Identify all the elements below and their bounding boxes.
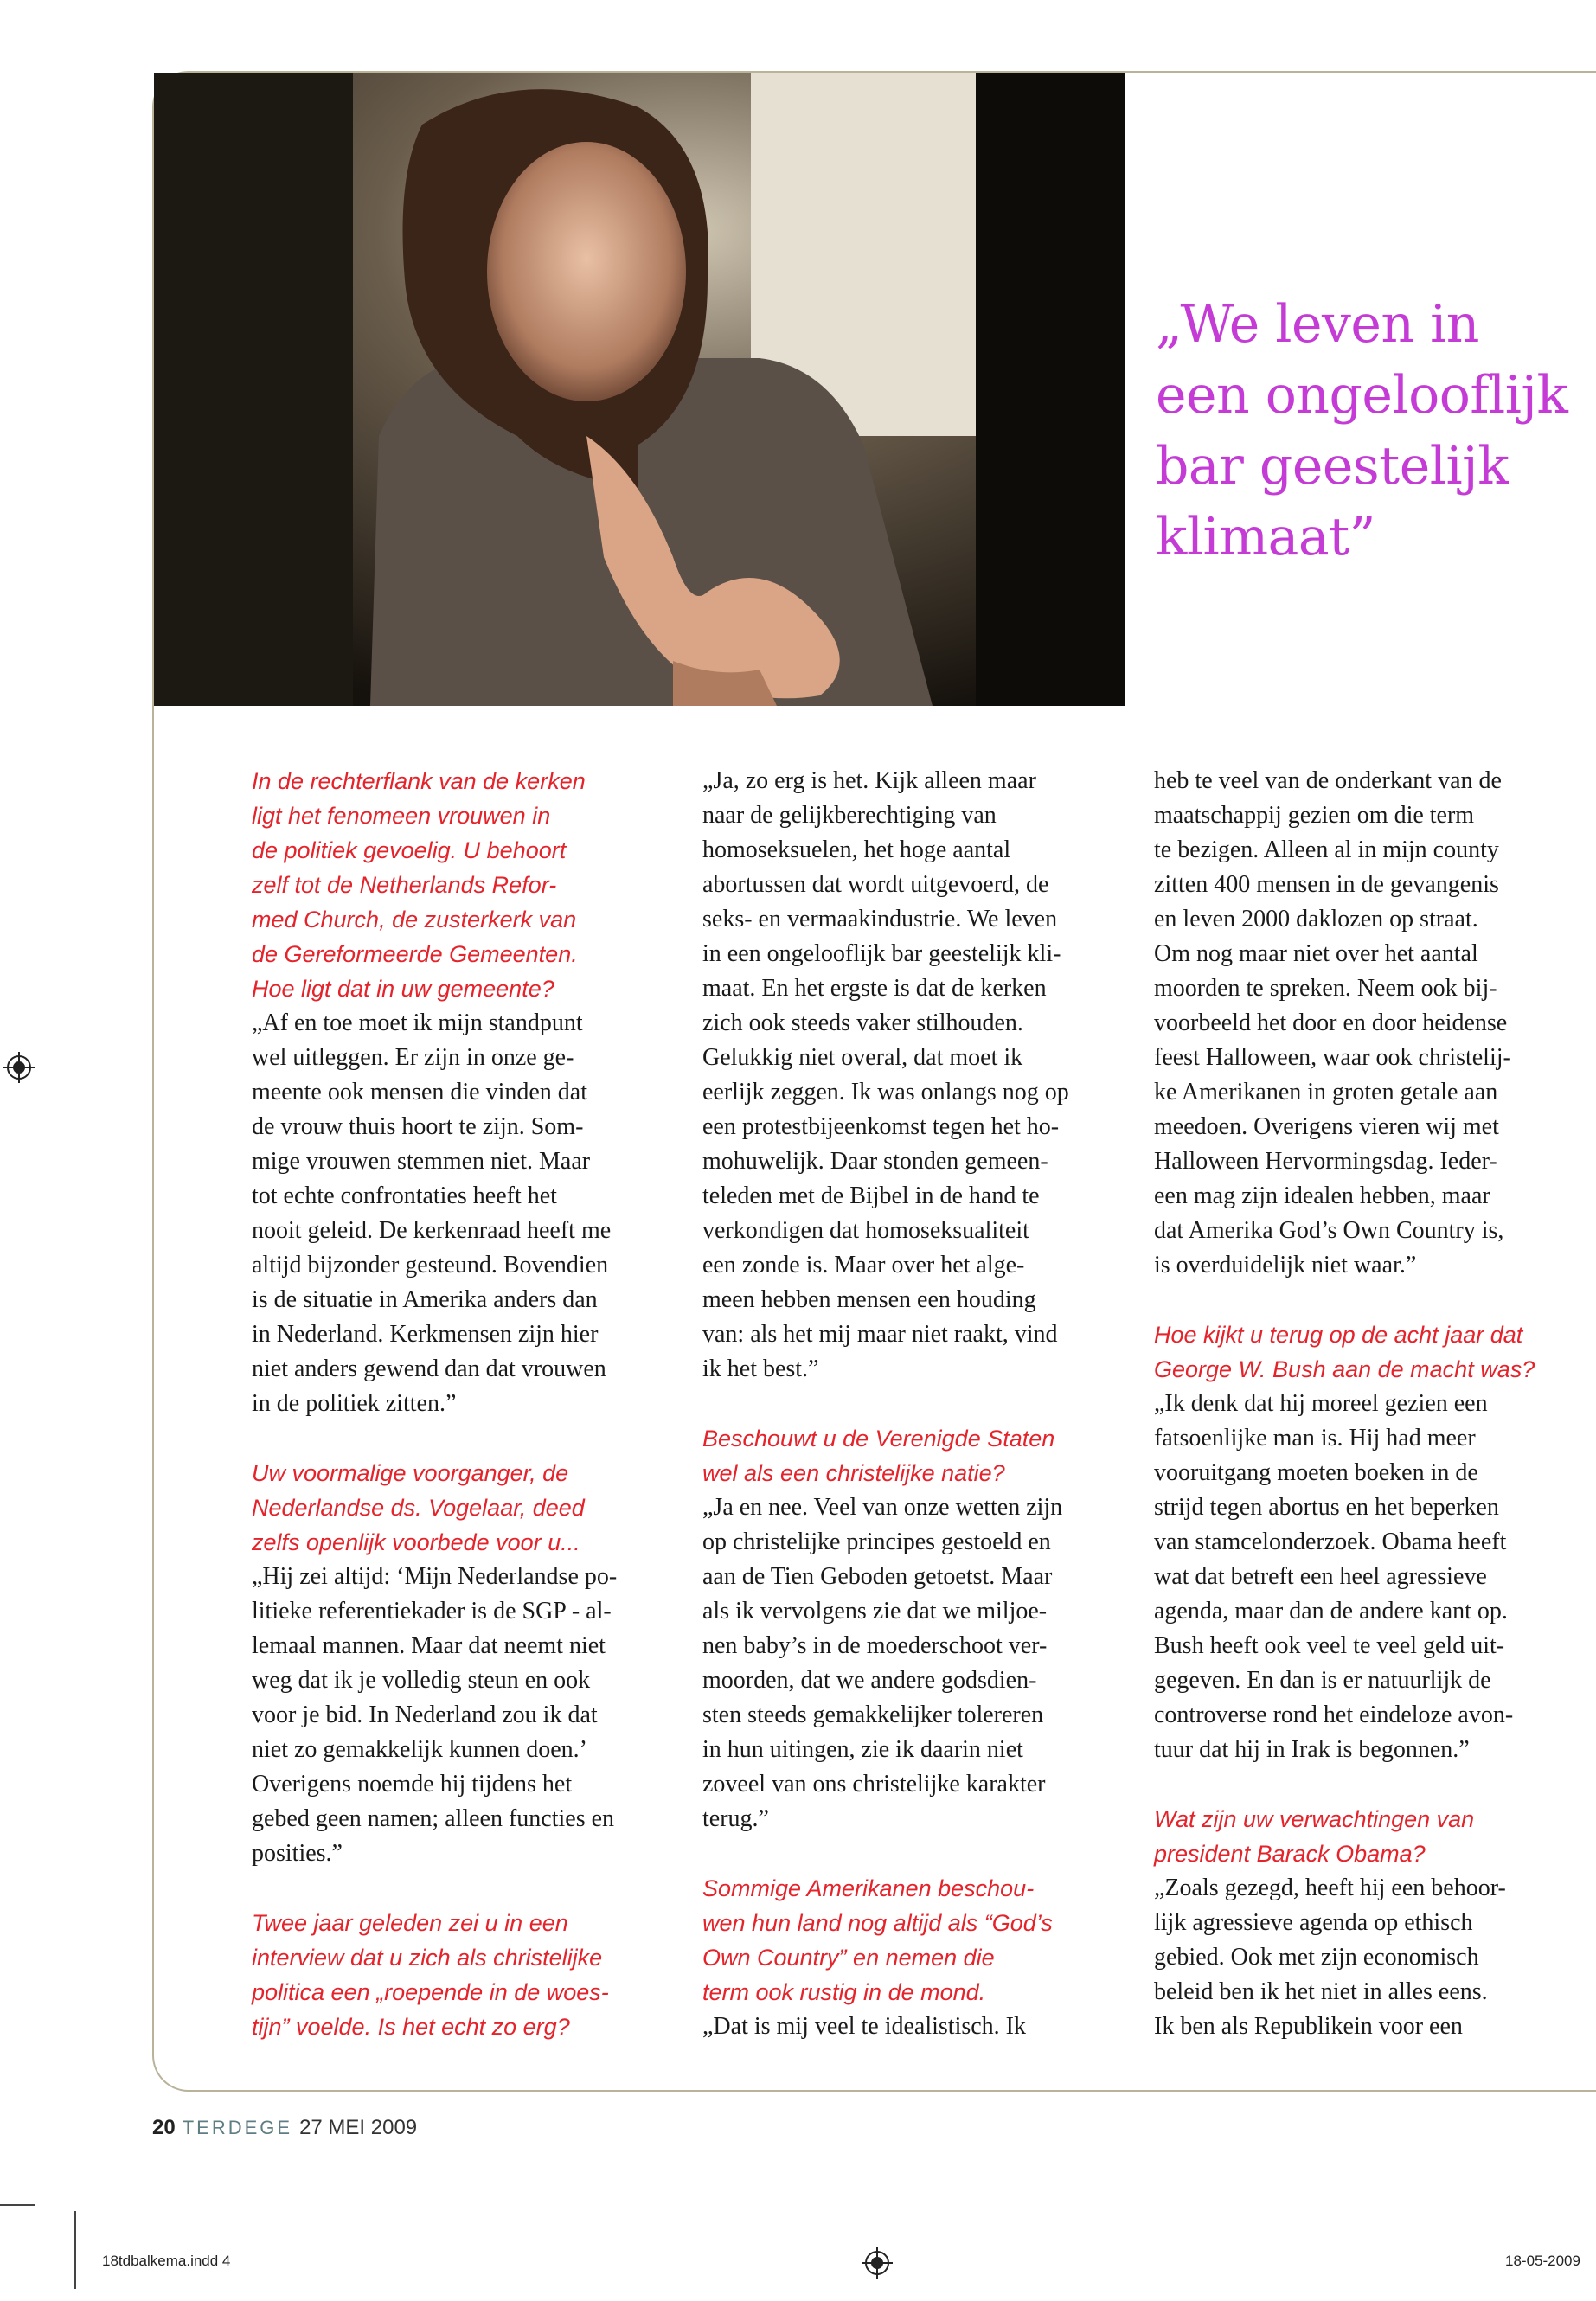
- text-line: politica een „roepende in de woes-: [252, 1979, 609, 2005]
- text-line: altijd bijzonder gesteund. Bovendien: [252, 1252, 609, 1279]
- registration-mark-icon: [3, 1052, 35, 1083]
- text-line: een mag zijn idealen hebben, maar: [1154, 1183, 1490, 1209]
- text-line: een zonde is. Maar over het alge-: [702, 1252, 1025, 1279]
- text-line: in de politiek zitten.”: [252, 1390, 457, 1417]
- text-line: Gelukkig niet overal, dat moet ik: [702, 1044, 1023, 1071]
- text-line: teleden met de Bijbel in de hand te: [702, 1183, 1040, 1209]
- text-line: „Ja, zo erg is het. Kijk alleen maar: [702, 767, 1036, 794]
- text-line: president Barack Obama?: [1154, 1841, 1426, 1867]
- text-line: in Nederland. Kerkmensen zijn hier: [252, 1321, 599, 1348]
- crop-mark: [74, 2211, 76, 2289]
- text-line: Own Country” en nemen die: [702, 1945, 995, 1971]
- text-line: „Af en toe moet ik mijn standpunt: [252, 1009, 583, 1036]
- text-line: wel als een christelijke natie?: [702, 1460, 1005, 1486]
- text-line: wen hun land nog altijd als “God’s: [702, 1910, 1053, 1936]
- text-line: Twee jaar geleden zei u in een: [252, 1910, 568, 1936]
- text-line: te bezigen. Alleen al in mijn county: [1154, 836, 1499, 863]
- pull-quote-line: een ongelooflijk: [1156, 365, 1568, 426]
- text-line: interview dat u zich als christelijke: [252, 1945, 603, 1971]
- text-line: als ik vervolgens zie dat we miljoe-: [702, 1598, 1048, 1625]
- text-line: naar de gelijkberechtiging van: [702, 802, 997, 829]
- text-line: litieke referentiekader is de SGP - al-: [252, 1598, 612, 1625]
- text-line: niet anders gewend dan dat vrouwen: [252, 1356, 606, 1382]
- interview-answer: [252, 1006, 632, 1421]
- interview-answer: [252, 1560, 632, 1871]
- text-line: in een ongelooflijk bar geestelijk kli-: [702, 940, 1061, 967]
- interview-question: [1154, 1317, 1535, 1387]
- text-line: George W. Bush aan de macht was?: [1154, 1356, 1535, 1382]
- text-line: strijd tegen abortus en het beperken: [1154, 1494, 1499, 1521]
- text-line: med Church, de zusterkerk van: [252, 907, 577, 933]
- text-line: eerlijk zeggen. Ik was onlangs nog op: [702, 1079, 1069, 1106]
- interview-answer: [1154, 764, 1535, 1283]
- text-line: in hun uitingen, zie ik daarin niet: [702, 1736, 1023, 1763]
- text-line: Hoe ligt dat in uw gemeente?: [252, 976, 554, 1002]
- crop-mark: [0, 2204, 35, 2206]
- text-line: is overduidelijk niet waar.”: [1154, 1252, 1417, 1279]
- text-line: wat dat betreft een heel agressieve: [1154, 1563, 1487, 1590]
- text-line: gegeven. En dan is er natuurlijk de: [1154, 1667, 1491, 1694]
- text-line: tot echte confrontaties heeft het: [252, 1183, 557, 1209]
- text-line: voorbeeld het door en door heidense: [1154, 1009, 1508, 1036]
- paragraph-gap: [702, 1836, 1083, 1871]
- text-line: gebied. Ook met zijn economisch: [1154, 1944, 1479, 1971]
- article-column-3: [1154, 764, 1535, 2044]
- text-line: de politiek gevoelig. U behoort: [252, 837, 567, 863]
- text-line: Nederlandse ds. Vogelaar, deed: [252, 1495, 585, 1521]
- text-line: Wat zijn uw verwachtingen van: [1154, 1806, 1475, 1832]
- text-line: nooit geleid. De kerkenraad heeft me: [252, 1217, 612, 1244]
- paragraph-gap: [1154, 1283, 1535, 1317]
- text-line: vooruitgang moeten boeken in de: [1154, 1459, 1478, 1486]
- text-line: de vrouw thuis hoort te zijn. Som-: [252, 1113, 584, 1140]
- text-line: maat. En het ergste is dat de kerken: [702, 975, 1047, 1002]
- text-line: Bush heeft ook veel te veel geld uit-: [1154, 1632, 1505, 1659]
- interview-answer: [702, 764, 1083, 1387]
- text-line: „Hij zei altijd: ‘Mijn Nederlandse po-: [252, 1563, 618, 1590]
- text-line: verkondigen dat homoseksualiteit: [702, 1217, 1029, 1244]
- text-line: maatschappij gezien om die term: [1154, 802, 1475, 829]
- text-line: een protestbijeenkomst tegen het ho-: [702, 1113, 1060, 1140]
- paragraph-gap: [252, 1871, 632, 1906]
- interview-answer: [1154, 1871, 1535, 2044]
- text-line: sten steeds gemakkelijker tolereren: [702, 1702, 1044, 1728]
- text-line: In de rechterflank van de kerken: [252, 768, 586, 794]
- portrait-photo-icon: [154, 73, 1125, 706]
- text-line: zoveel van ons christelijke karakter: [702, 1771, 1046, 1798]
- slug-date: 18-05-2009: [1505, 2253, 1580, 2269]
- paragraph-gap: [252, 1421, 632, 1456]
- text-line: moorden te spreken. Neem ook bij-: [1154, 975, 1497, 1002]
- text-line: meedoen. Overigens vieren wij met: [1154, 1113, 1499, 1140]
- text-line: dat Amerika God’s Own Country is,: [1154, 1217, 1504, 1244]
- text-line: Uw voormalige voorganger, de: [252, 1460, 569, 1486]
- text-line: „Ja en nee. Veel van onze wetten zijn: [702, 1494, 1063, 1521]
- text-line: mige vrouwen stemmen niet. Maar: [252, 1148, 591, 1175]
- text-line: heb te veel van de onderkant van de: [1154, 767, 1502, 794]
- text-line: „Ik denk dat hij moreel gezien een: [1154, 1390, 1488, 1417]
- text-line: Hoe kijkt u terug op de acht jaar dat: [1154, 1322, 1523, 1348]
- page-folio: [152, 2116, 417, 2140]
- paragraph-gap: [702, 1387, 1083, 1421]
- text-line: posities.”: [252, 1840, 343, 1867]
- text-line: zich ook steeds vaker stilhouden.: [702, 1009, 1023, 1036]
- pull-quote: [1156, 289, 1588, 573]
- text-line: op christelijke principes gestoeld en: [702, 1529, 1051, 1555]
- paragraph-gap: [1154, 1767, 1535, 1802]
- text-line: wel uitleggen. Er zijn in onze ge-: [252, 1044, 574, 1071]
- text-line: Sommige Amerikanen beschou-: [702, 1875, 1035, 1901]
- magazine-name: TERDEGE: [182, 2117, 293, 2138]
- registration-mark-icon: [862, 2247, 893, 2279]
- interview-question: [252, 764, 632, 1006]
- text-line: van stamcelonderzoek. Obama heeft: [1154, 1529, 1507, 1555]
- portrait-photo: [154, 73, 1125, 706]
- text-line: Om nog maar niet over het aantal: [1154, 940, 1478, 967]
- text-line: meente ook mensen die vinden dat: [252, 1079, 587, 1106]
- text-line: tijn” voelde. Is het echt zo erg?: [252, 2014, 570, 2040]
- text-line: mohuwelijk. Daar stonden gemeen-: [702, 1148, 1048, 1175]
- text-line: abortussen dat wordt uitgevoerd, de: [702, 871, 1049, 898]
- text-line: lijk agressieve agenda op ethisch: [1154, 1909, 1473, 1936]
- text-line: fatsoenlijke man is. Hij had meer: [1154, 1425, 1476, 1452]
- text-line: seks- en vermaakindustrie. We leven: [702, 906, 1058, 933]
- text-line: beleid ben ik het niet in alles eens.: [1154, 1978, 1488, 2005]
- interview-question: [702, 1871, 1083, 2009]
- text-line: niet zo gemakkelijk kunnen doen.’: [252, 1736, 587, 1763]
- text-line: aan de Tien Geboden getoetst. Maar: [702, 1563, 1053, 1590]
- interview-answer: [1154, 1387, 1535, 1767]
- text-line: is de situatie in Amerika anders dan: [252, 1286, 598, 1313]
- text-line: gebed geen namen; alleen functies en: [252, 1805, 615, 1832]
- interview-question: [702, 1421, 1083, 1490]
- page-number: 20: [152, 2116, 176, 2139]
- text-line: terug.”: [702, 1805, 769, 1832]
- text-line: zitten 400 mensen in de gevangenis: [1154, 871, 1499, 898]
- text-line: van: als het mij maar niet raakt, vind: [702, 1321, 1058, 1348]
- text-line: Overigens noemde hij tijdens het: [252, 1771, 573, 1798]
- text-line: controverse rond het eindeloze avon-: [1154, 1702, 1514, 1728]
- text-line: feest Halloween, waar ook christelij-: [1154, 1044, 1511, 1071]
- text-line: Beschouwt u de Verenigde Staten: [702, 1426, 1055, 1452]
- text-line: zelf tot de Netherlands Refor-: [252, 872, 557, 898]
- text-line: „Zoals gezegd, heeft hij een behoor-: [1154, 1875, 1506, 1901]
- text-line: moorden, dat we andere godsdien-: [702, 1667, 1037, 1694]
- pull-quote-line: klimaat”: [1156, 507, 1375, 567]
- article-column-2: [702, 764, 1083, 2044]
- interview-question: [252, 1456, 632, 1560]
- article-column-1: [252, 764, 632, 2044]
- slug-filename: 18tdbalkema.indd 4: [102, 2253, 231, 2269]
- text-line: Ik ben als Republikein voor een: [1154, 2013, 1463, 2040]
- issue-date: 27 MEI 2009: [299, 2116, 418, 2139]
- text-line: nen baby’s in de moederschoot ver-: [702, 1632, 1048, 1659]
- text-line: term ook rustig in de mond.: [702, 1979, 986, 2005]
- interview-question: [252, 1906, 632, 2044]
- text-line: weg dat ik je volledig steun en ook: [252, 1667, 591, 1694]
- text-line: Halloween Hervormingsdag. Ieder-: [1154, 1148, 1497, 1175]
- interview-answer: [702, 2009, 1083, 2044]
- text-line: agenda, maar dan de andere kant op.: [1154, 1598, 1508, 1625]
- text-line: homoseksuelen, het hoge aantal: [702, 836, 1011, 863]
- text-line: meen hebben mensen een houding: [702, 1286, 1036, 1313]
- text-line: zelfs openlijk voorbede voor u...: [252, 1529, 580, 1555]
- text-line: ligt het fenomeen vrouwen in: [252, 803, 551, 829]
- text-line: ke Amerikanen in groten getale aan: [1154, 1079, 1498, 1106]
- interview-answer: [702, 1490, 1083, 1836]
- text-line: en leven 2000 daklozen op straat.: [1154, 906, 1478, 933]
- text-line: „Dat is mij veel te idealistisch. Ik: [702, 2013, 1027, 2040]
- interview-question: [1154, 1802, 1535, 1871]
- text-line: voor je bid. In Nederland zou ik dat: [252, 1702, 598, 1728]
- pull-quote-line: „We leven in: [1156, 294, 1479, 355]
- text-line: ik het best.”: [702, 1356, 819, 1382]
- text-line: lemaal mannen. Maar dat neemt niet: [252, 1632, 606, 1659]
- text-line: de Gereformeerde Gemeenten.: [252, 941, 578, 967]
- text-line: tuur dat hij in Irak is begonnen.”: [1154, 1736, 1470, 1763]
- pull-quote-line: bar geestelijk: [1156, 436, 1509, 497]
